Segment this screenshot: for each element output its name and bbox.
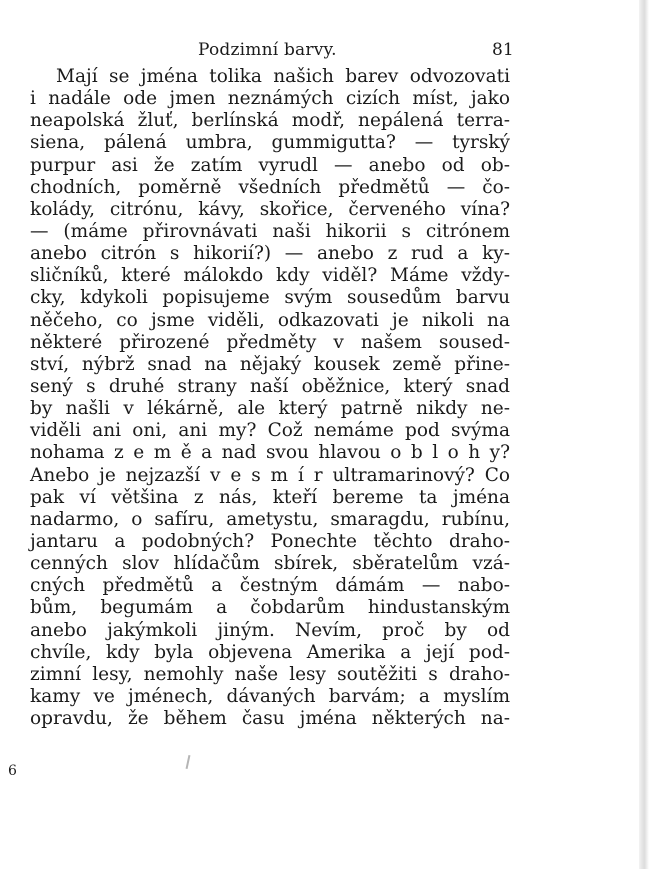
text-line: něčeho, co jsme viděli, odkazovati je nikoli na (30, 309, 510, 331)
text-line: opravdu, že během času jména některých na- (30, 708, 510, 730)
text-line: Mají se jména tolika našich barev odvozovati (56, 66, 510, 87)
text-line: zimní lesy, nemohly naše lesy soutěžiti s draho- (30, 663, 510, 685)
text-line: cných předmětů a čestným dámám — nabo- (30, 575, 510, 597)
text-line: pak ví většina z nás, kteří bereme ta jména (30, 486, 510, 508)
text-line: některé přirozené předměty v našem soused- (30, 331, 510, 353)
text-line: cky, kdykoli popisujeme svým sousedům barvu (30, 287, 510, 309)
printer-signature-mark: 6 (8, 763, 17, 779)
text-line: purpur asi že zatím vyrudl — anebo od ob- (30, 154, 510, 176)
text-line: chodních, poměrně všedních předmětů — čo- (30, 176, 510, 198)
running-title: Podzimní barvy. (198, 40, 337, 60)
text-line: kolády, citrónu, kávy, skořice, červeného vína? (30, 198, 510, 220)
text-line: viděli ani oni, ani my? Což nemáme pod svýma (30, 420, 510, 442)
text-line: nohama z e m ě a nad svou hlavou o b l o h y? (30, 442, 510, 464)
page-number: 81 (492, 40, 514, 60)
text-line: jantaru a podobných? Ponechte těchto draho- (30, 530, 510, 552)
text-line: — (máme přirovnávati naši hikorii s citrónem (30, 220, 510, 242)
text-line: anebo jakýmkoli jiným. Nevím, proč by od (30, 619, 510, 641)
page-header (30, 40, 514, 62)
body-text (30, 66, 510, 730)
text-line: chvíle, kdy byla objevena Amerika a její pod- (30, 641, 510, 663)
text-line: sený s druhé strany naší oběžnice, který snad (30, 375, 510, 397)
text-line: siena, pálená umbra, gummigutta? — tyrský (30, 132, 510, 154)
text-line: Anebo je nejzazší v e s m í r ultramarinový? Co (30, 464, 510, 486)
text-line: kamy ve jménech, dávaných barvám; a myslím (30, 685, 510, 707)
text-line: i nadále ode jmen neznámých cizích míst, jako (30, 88, 510, 110)
text-line: anebo citrón s hikorií?) — anebo z rud a ky- (30, 243, 510, 265)
text-line: by našli v lékárně, ale který patrně nikdy ne- (30, 398, 510, 420)
print-mark (186, 755, 191, 769)
text-line: cenných slov hlídačům sbírek, sběratelům vzá- (30, 553, 510, 575)
text-line: neapolská žluť, berlínská modř, nepálená terra- (30, 110, 510, 132)
page-edge (639, 0, 649, 869)
text-line: nadarmo, o safíru, ametystu, smaragdu, rubínu, (30, 508, 510, 530)
text-line: bům, begumám a čobdarům hindustanským (30, 597, 510, 619)
text-line: ství, nýbrž snad na nějaký kousek země přine- (30, 353, 510, 375)
text-line: sličníků, které málokdo kdy viděl? Máme vždy- (30, 265, 510, 287)
